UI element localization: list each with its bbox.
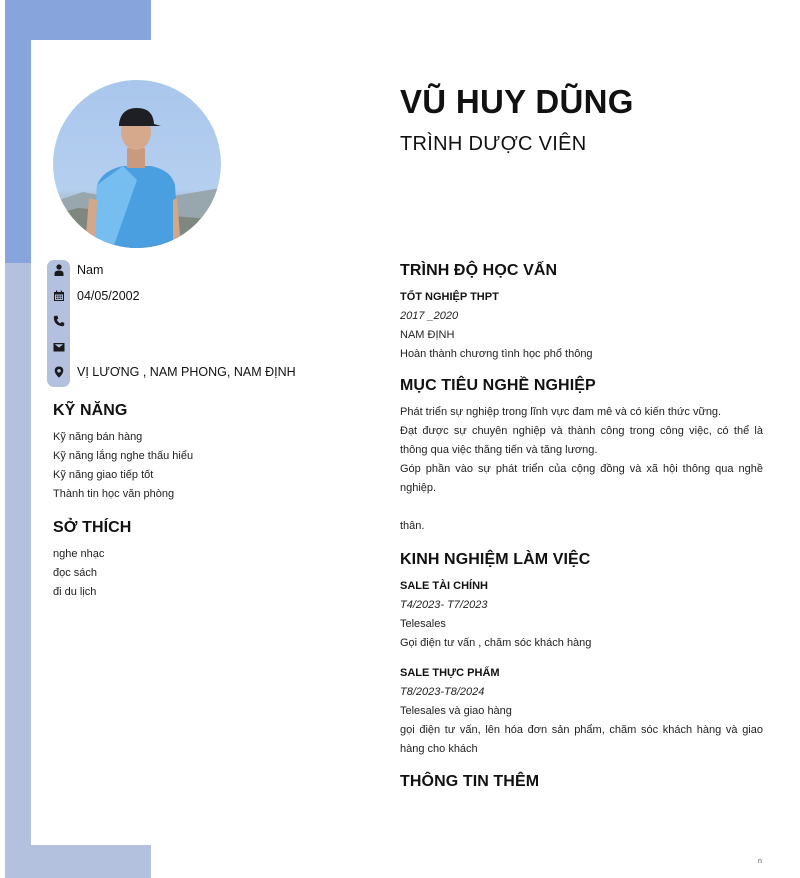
skills-title: KỸ NĂNG [53,402,128,419]
education-section [400,262,763,364]
person-icon [47,260,70,280]
phone-icon [47,311,70,331]
profile-photo [53,80,221,248]
objective-title: MỤC TIÊU NGHỀ NGHIỆP [400,377,596,394]
experience-description: Gọi điện tư vấn , chăm sóc khách hàng [400,637,592,649]
experience-entry [400,664,763,759]
address-value: VỊ LƯƠNG , NAM PHONG, NAM ĐỊNH [77,365,296,379]
person-photo-illustration [53,80,221,248]
page-mark: n [758,858,762,865]
decorative-left-strip-dark [5,0,31,263]
skills-section [53,402,353,504]
contact-phone [47,308,77,334]
objective-paragraph: Phát triển sự nghiệp trong lĩnh vực đam mê và có kiến thức vững. [400,406,722,418]
decorative-bottom-bar [5,845,151,878]
contact-birthday [47,283,140,309]
envelope-icon [47,337,70,357]
experience-period: T4/2023- T7/2023 [400,599,488,611]
skill-item: Thành tin học văn phòng [53,488,175,500]
skill-item: Kỹ năng giao tiếp tốt [53,469,154,481]
hobby-item: đọc sách [53,567,98,579]
experience-company: Telesales và giao hàng [400,705,512,717]
birthday-value: 04/05/2002 [77,289,140,303]
hobby-item: đi du lịch [53,586,97,598]
education-degree: TỐT NGHIỆP THPT [400,291,499,303]
objective-paragraph: Đạt được sự chuyên nghiệp và thành công trong công việc, có thể là thông qua việc thăng tiến và tăng lương. [400,425,763,456]
contact-address [47,359,296,385]
hobbies-section [53,519,353,602]
hobby-item: nghe nhạc [53,548,105,560]
gender-value: Nam [77,263,104,277]
experience-company: Telesales [400,618,446,630]
experience-entry [400,577,763,653]
candidate-name: VŨ HUY DŨNG [400,83,634,120]
location-pin-icon [47,362,70,382]
experience-title: KINH NGHIỆM LÀM VIỆC [400,551,591,568]
skill-item: Kỹ năng lắng nghe thấu hiểu [53,450,194,462]
experience-period: T8/2023-T8/2024 [400,686,485,698]
education-place: NAM ĐỊNH [400,329,455,341]
education-title: TRÌNH ĐỘ HỌC VẤN [400,262,558,279]
skill-item: Kỹ năng bán hàng [53,431,143,443]
hobbies-title: SỞ THÍCH [53,519,132,536]
additional-info-section [400,773,763,791]
additional-info-title: THÔNG TIN THÊM [400,773,540,790]
education-description: Hoàn thành chương tình học phổ thông [400,348,593,360]
contact-email [47,334,77,360]
experience-description: gọi điện tư vấn, lên hóa đơn sản phẩm, chăm sóc khách hàng và giao hàng cho khách [400,724,763,755]
candidate-role: TRÌNH DƯỢC VIÊN [400,133,587,155]
decorative-left-strip-light [5,263,31,878]
objective-paragraph: Góp phần vào sự phát triển của cộng đồng và xã hội thông qua nghề nghiệp. [400,463,763,494]
experience-position: SALE THỰC PHẨM [400,667,500,679]
calendar-icon [47,286,70,306]
education-period: 2017 _2020 [400,310,459,322]
experience-position: SALE TÀI CHÍNH [400,580,488,592]
contact-gender [47,257,103,283]
experience-section [400,551,763,759]
objective-section [400,377,763,536]
objective-paragraph: thân. [400,520,425,532]
